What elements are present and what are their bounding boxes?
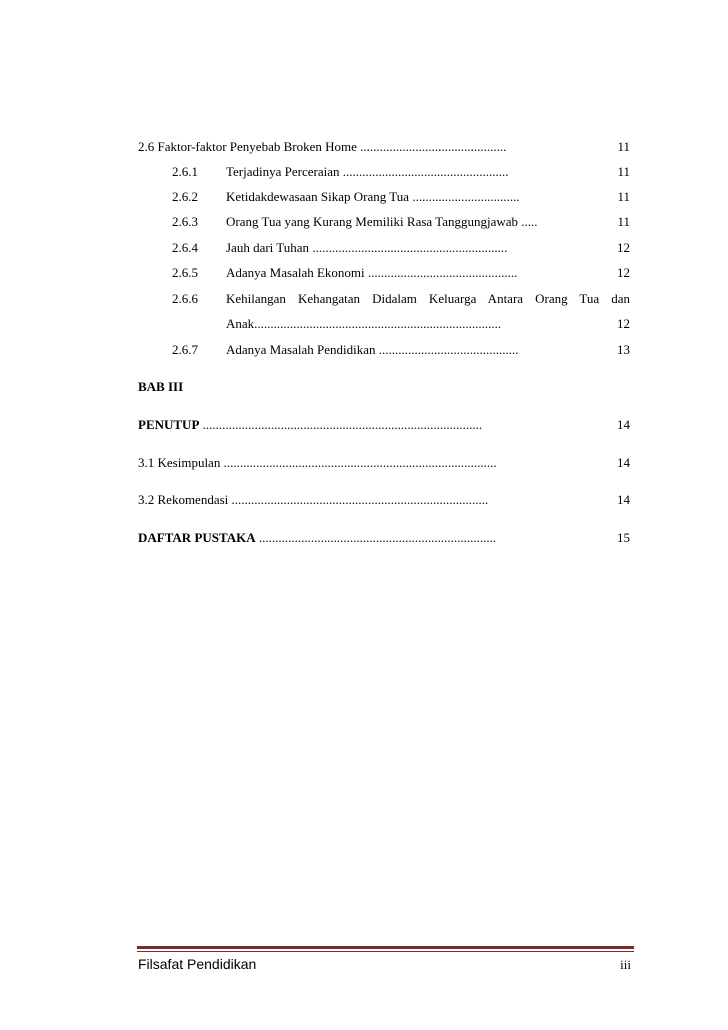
toc-page-number: 14 <box>617 417 630 432</box>
toc-entry-number: 2.6.3 <box>172 214 198 229</box>
toc-leader-dots: ......................................................................... <box>255 530 497 545</box>
toc-entry-number: 2.6.2 <box>172 189 198 204</box>
toc-leader-dots: ...................................................................................... <box>199 417 483 432</box>
toc-page-number: 14 <box>617 455 630 470</box>
toc-leader-dots: ................................. <box>409 189 520 204</box>
toc-page-number: 15 <box>617 530 630 545</box>
toc-entry-text: Ketidakdewasaan Sikap Orang Tua <box>226 189 410 204</box>
toc-entry-text: Jauh dari Tuhan <box>226 240 310 255</box>
toc-entry-text: Adanya Masalah Ekonomi <box>226 265 365 280</box>
toc-leader-dots: .................................................................................... <box>220 455 497 470</box>
footer-title: Filsafat Pendidikan <box>138 956 257 972</box>
footer-rule-thick <box>137 946 634 949</box>
toc-entry-text: 3.2 Rekomendasi <box>138 492 229 507</box>
footer-rule-thin <box>137 951 634 952</box>
toc-leader-dots: ..... <box>518 214 538 229</box>
toc-leader-dots: ............................................................................ <box>254 316 502 331</box>
toc-page-number: 14 <box>617 492 630 507</box>
toc-entry-number: 2.6.5 <box>172 265 198 280</box>
toc-entry-text: 3.1 Kesimpulan <box>138 455 221 470</box>
toc-page-number: 11 <box>617 214 630 229</box>
footer-page-number: iii <box>620 957 631 972</box>
toc-leader-dots: .............................................. <box>364 265 518 280</box>
toc-leader-dots: ............................................................ <box>309 240 508 255</box>
toc-leader-dots: ............................................................................... <box>228 492 489 507</box>
toc-page-number: 12 <box>617 316 630 331</box>
toc-leader-dots: ................................................... <box>339 164 509 179</box>
toc-entry-text: Adanya Masalah Pendidikan <box>226 342 376 357</box>
toc-entry-text: Terjadinya Perceraian <box>226 164 340 179</box>
toc-page-number: 12 <box>617 265 630 280</box>
toc-leader-dots: ............................................. <box>356 139 507 154</box>
toc-page-number: 12 <box>617 240 630 255</box>
toc-entry-text: 2.6 Faktor-faktor Penyebab Broken Home <box>138 139 357 154</box>
toc-entry-number: 2.6.4 <box>172 240 198 255</box>
toc-entry-text: DAFTAR PUSTAKA <box>138 530 256 545</box>
toc-entry-text: PENUTUP <box>138 417 200 432</box>
toc-entry-text: Kehilangan Kehangatan Didalam Keluarga Antara Orang Tua dan <box>226 291 630 306</box>
toc-page-number: 11 <box>617 189 630 204</box>
toc-entry-number: 2.6.6 <box>172 291 198 306</box>
toc-entry-number: 2.6.1 <box>172 164 198 179</box>
toc-page-number: 13 <box>617 342 630 357</box>
toc-page-number: 11 <box>617 164 630 179</box>
toc-entry-text: Orang Tua yang Kurang Memiliki Rasa Tanggungjawab <box>226 214 519 229</box>
toc-leader-dots: ........................................... <box>375 342 519 357</box>
toc-entry-number: 2.6.7 <box>172 342 198 357</box>
toc-entry-text: Anak <box>226 316 255 331</box>
bab-heading: BAB III <box>138 379 184 394</box>
toc-page-number: 11 <box>617 139 630 154</box>
